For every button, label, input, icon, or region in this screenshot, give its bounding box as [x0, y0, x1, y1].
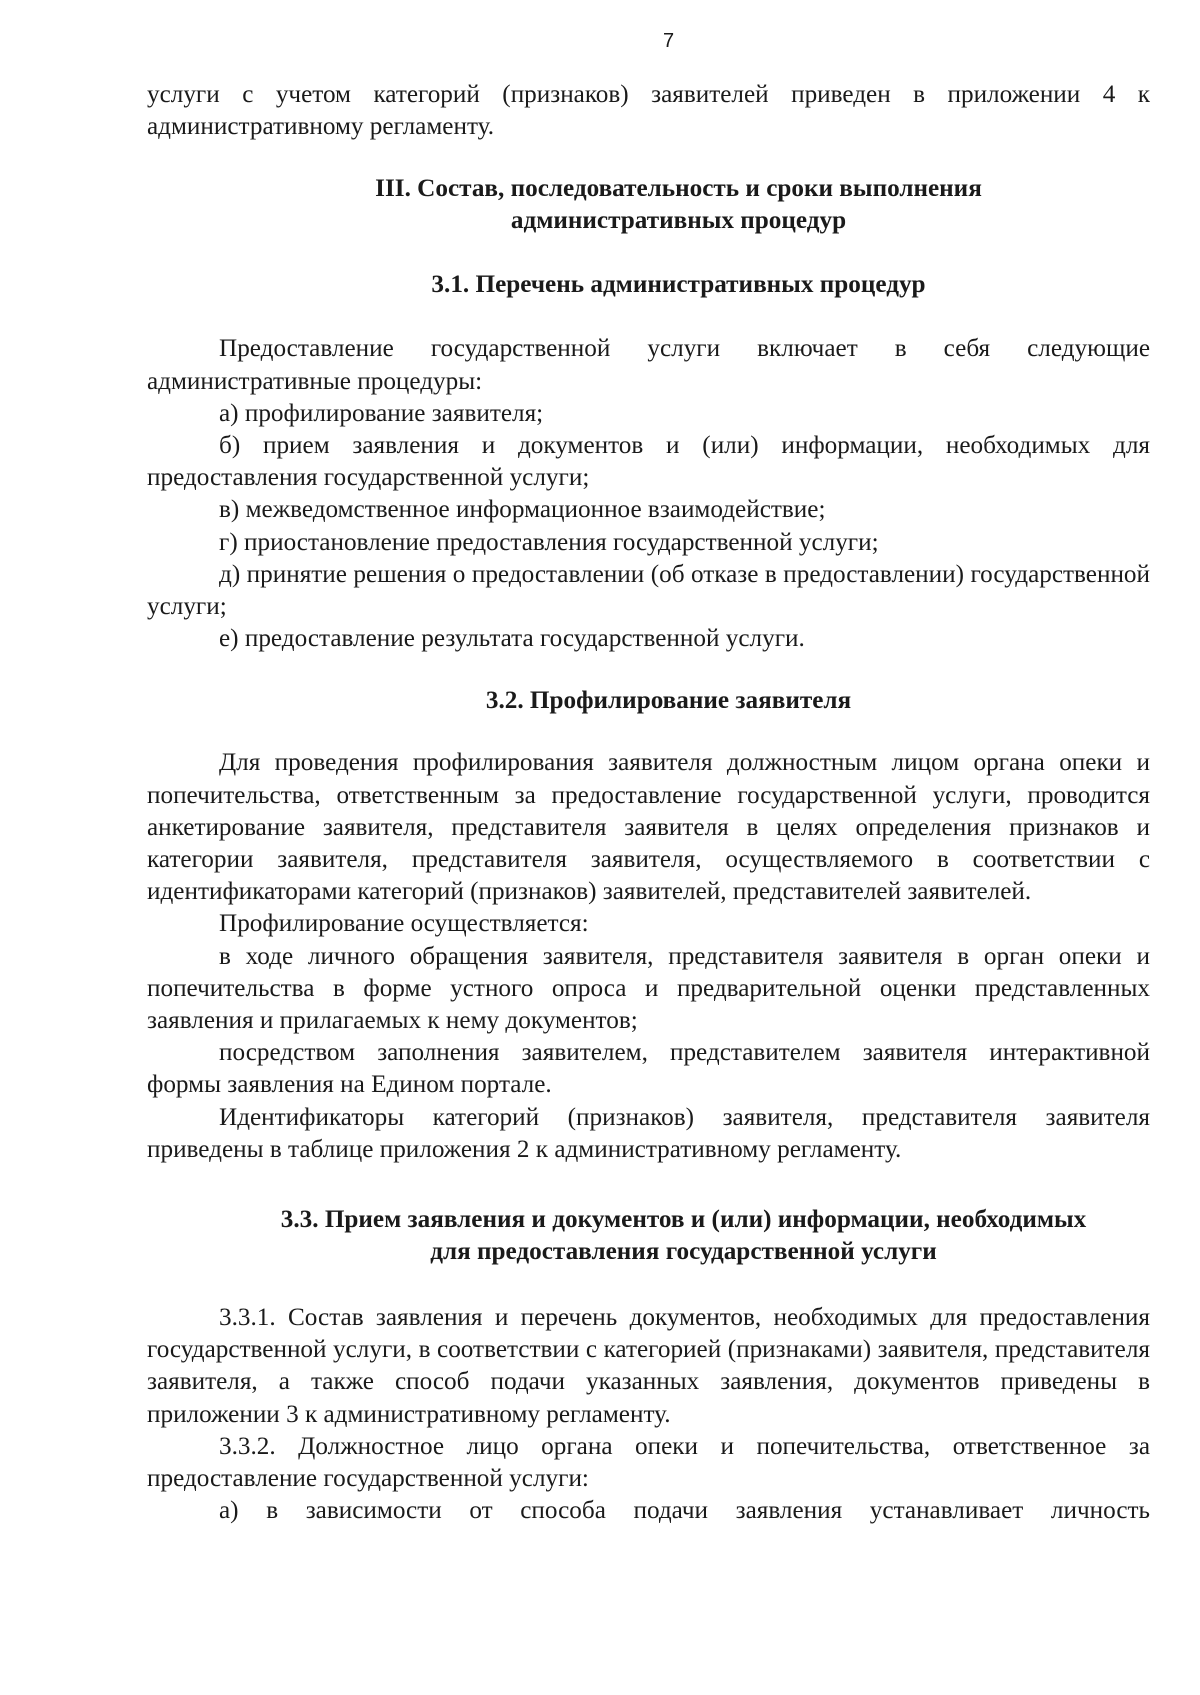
subsection-heading-3-3-line2: для предоставления государственной услуги	[430, 1238, 937, 1266]
intro-paragraph: услуги с учетом категорий (признаков) заявителей приведен в приложении 4 к административному регламенту.	[147, 81, 1150, 141]
document-page	[147, 30, 1150, 1528]
section-heading-line2: административных процедур	[510, 207, 847, 235]
procedure-item: б) прием заявления и документов и (или) информации, необходимых для предоставления государственной услуги;	[147, 432, 1150, 492]
profiling-paragraph: в ходе личного обращения заявителя, представителя заявителя в орган опеки и попечительства в форме устного опроса и предварительной оценки представленных заявления и прилагаемых к нему документов;	[147, 942, 1150, 1035]
reception-paragraph: 3.3.1. Состав заявления и перечень документов, необходимых для предоставления государственной услуги, в соответствии с категорией (признаками) заявителя, представителя заявителя, а также способ подачи указанных заявления, документов приведены в приложении 3 к административному регламенту.	[147, 1304, 1150, 1428]
subsection-heading-3-3	[147, 1204, 1150, 1268]
procedure-item: д) принятие решения о предоставлении (об отказе в предоставлении) государственной услуги;	[147, 560, 1150, 621]
subsection-heading-3-1: 3.1. Перечень административных процедур	[431, 271, 926, 299]
profiling-paragraph: Профилирование осуществляется:	[219, 910, 589, 938]
procedures-intro: Предоставление государственной услуги включает в себя следующие административные процедуры:	[147, 335, 1150, 395]
procedure-item: а) профилирование заявителя;	[219, 399, 544, 427]
procedure-item: в) межведомственное информационное взаимодействие;	[219, 496, 826, 524]
procedure-item: е) предоставление результата государственной услуги.	[219, 625, 805, 653]
procedure-item: г) приостановление предоставления государственной услуги;	[219, 528, 879, 556]
last-line: а) в зависимости от способа подачи заявления устанавливает личность	[219, 1497, 1150, 1525]
section-heading-line1: III. Состав, последовательность и сроки выполнения	[375, 175, 982, 203]
section-heading	[147, 173, 1150, 237]
profiling-paragraph: посредством заполнения заявителем, представителем заявителя интерактивной формы заявления на Едином портале.	[147, 1039, 1150, 1099]
subsection-heading-3-2: 3.2. Профилирование заявителя	[485, 687, 852, 715]
reception-paragraph: 3.3.2. Должностное лицо органа опеки и попечительства, ответственное за предоставление государственной услуги:	[147, 1432, 1150, 1493]
profiling-paragraph: Идентификаторы категорий (признаков) заявителя, представителя заявителя приведены в таблице приложения 2 к административному регламенту.	[147, 1103, 1150, 1163]
page-number: 7	[662, 30, 675, 52]
profiling-paragraph: Для проведения профилирования заявителя должностным лицом органа опеки и попечительства, ответственным за предоставление государственной услуги, проводится анкетирование заявителя, представителя заявителя в целях определения признаков и категории заявителя, представителя заявителя, осуществляемого в соответствии с идентификаторами категорий (признаков) заявителей, представителей заявителей.	[147, 749, 1150, 906]
subsection-heading-3-3-line1: 3.3. Прием заявления и документов и (или) информации, необходимых	[280, 1206, 1087, 1234]
